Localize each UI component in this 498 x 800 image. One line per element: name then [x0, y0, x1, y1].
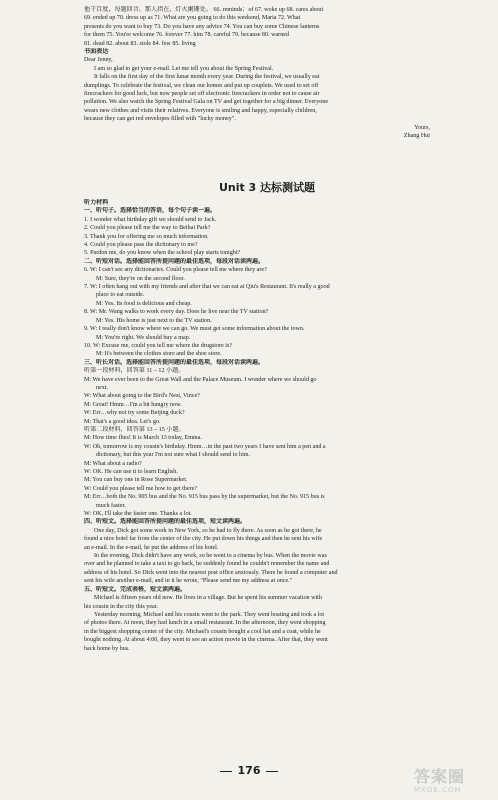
transcript-line: address of his hotel. So Dick went into the nearest post office anxiously. There he found a computer and: [84, 569, 338, 576]
transcript-line: W: Could you please tell me how to get there?: [84, 485, 197, 492]
page-number-dash-right: [266, 771, 278, 772]
transcript-line: sent his wife another e-mail, and in it he wrote, "Please send me my address at once.": [84, 578, 293, 585]
transcript-line: 10. W: Excuse me, could you tell me where the drugstore is?: [84, 342, 233, 349]
watermark-url: MXQE.COM: [414, 786, 462, 794]
letter-line: It falls on the first day of the first lunar month every year. During the festival, we usually eat: [94, 74, 320, 81]
transcript-line: W: Oh, tomorrow is my cousin's birthday. Hmm…in the past two years I have sent him a pen and a: [84, 443, 326, 450]
transcript-line: M: Yes. Its food is delicious and cheap.: [96, 300, 192, 307]
transcript-line: 7. W: I often hang out with my friends and after that we can eat at Qiu's Restaurant. It's really a good: [84, 284, 330, 291]
transcript-line: place to eat outside.: [96, 292, 145, 299]
transcript-line: M: What about a radio?: [84, 460, 142, 467]
answer-lines: [84, 6, 450, 48]
transcript-line: M: We have ever been to the Great Wall and the Palace Museum. I wonder where we should go: [84, 376, 317, 383]
transcript-line: 五、听短文。完成表格，短文读两遍。: [84, 585, 187, 593]
letter-line: pollution. We also watch the Spring Festival Gala on TV and get together for a big dinner. Everyone: [84, 99, 329, 106]
transcript-line: 1. I wonder what birthday gift we should send to Jack.: [84, 216, 217, 223]
transcript-line: found a nice hotel far from the center of the city. He put down his things and then he sent his wife: [84, 536, 323, 543]
transcript-line: much faster.: [96, 502, 126, 509]
transcript-line: 9. W: I really don't know where we can go. We must get some information about the town.: [84, 326, 305, 333]
transcript-line: his cousin in the city this year.: [84, 603, 158, 610]
transcript-line: 二、听短对话。选择能回答所提问题的最佳选项，每段对话读两遍。: [84, 257, 265, 265]
transcript-line: One day, Dick got some work in New York, so he had to fly there. As soon as he got there, he: [94, 527, 322, 534]
answer-and-letter-section: [84, 6, 450, 141]
watermark-text: 答案圈: [414, 767, 466, 786]
transcript-line: M: You can buy one in Rose Supermarket.: [84, 477, 188, 484]
transcript-line: bought nothing. At about 4:00, they went to see an action movie in the cinema. After that, they went: [84, 637, 328, 644]
transcript-line: M: It's between the clothes store and the shoe store.: [96, 351, 222, 358]
writing-heading: 书面表达: [84, 49, 109, 56]
letter-body: [84, 65, 450, 124]
transcript-line: 2. Could you please tell me the way to Beihai Park?: [84, 225, 211, 232]
letter-signature: Zhang Hui: [403, 133, 430, 140]
answer-line: for them 75. You're welcome 76. forever 77. him 78. careful 79. because 80. warned: [84, 32, 290, 39]
transcript-line: Yesterday morning, Michael and his cousin went to the park. They went boating and took a lot: [94, 611, 325, 618]
transcript-line: an e-mail. In the e-mail, he put the address of his hotel.: [84, 544, 219, 551]
answer-line: 69. ended up 70. dress up as 71. What are you going to do this weekend, Maria 72. What: [84, 15, 301, 22]
transcript-line: 6. W: I can't see any dictionaries. Could you please tell me where they are?: [84, 267, 267, 274]
transcript-line: back home by bus.: [84, 645, 130, 652]
transcript-line: 3. Thank you for offering me so much information.: [84, 233, 209, 240]
transcript-line: In the evening, Dick didn't have any work, so he went to a cinema by bus. When the movie was: [94, 553, 327, 560]
transcript-line: 5. Pardon me, do you know when the school play starts tonight?: [84, 250, 241, 257]
transcript-line: 听第二段材料，回答第 13 – 15 小题。: [84, 426, 185, 433]
transcript-line: over and he planned to take a taxi to go back, he suddenly found he couldn't remember the name and: [84, 561, 330, 568]
transcript-line: W: OK, I'll take the faster one. Thanks a lot.: [84, 511, 192, 518]
transcript-line: dictionary, but this year I'm not sure what I should send to him.: [96, 452, 251, 459]
letter-line: dumplings. To celebrate the festival, we clean our homes and put up couplets. We used to set off: [84, 82, 319, 89]
transcript-line: M: That's a good idea. Let's go.: [84, 418, 161, 425]
transcript-line: 8. W: Mr. Wang walks to work every day. Does he live near the TV station?: [84, 309, 269, 316]
transcript-line: W: OK. He can use it to learn English.: [84, 469, 178, 475]
transcript-line: M: Great! Hmm…I'm a bit hungry now.: [84, 401, 182, 408]
answer-line: 81. dead 82. about 83. stole 84. few 85. living: [84, 40, 196, 47]
transcript-line: W: Err…why not try some Beijing duck?: [84, 410, 185, 417]
transcript-line: Michael is fifteen years old now. He lives in a village. But he spent his summer vacation with: [94, 595, 322, 602]
transcript-line: 三、听长对话。选择能回答所提问题的最佳选项，每段对话读两遍。: [84, 358, 265, 366]
answer-line: presents do you want to buy 73. Do you have any advice 74. You can buy some Chinese lanterns: [84, 23, 320, 30]
transcript-line: in the biggest shopping center of the city. Michael's cousin bought a cool hat and a coat, while he: [84, 628, 321, 635]
transcript-line: M: Yes. His home is just next to the TV station.: [96, 317, 212, 324]
letter-line: because they can get red envelopes filled with "lucky money".: [84, 116, 236, 123]
transcript-line: M: Sure, they're on the second floor.: [96, 275, 185, 282]
transcript-line: M: How time flies! It is March 13 today, Emma.: [84, 435, 202, 442]
transcript-line: 4. Could you please pass the dictionary to me?: [84, 242, 198, 249]
transcript-line: M: Err…both the No. 905 bus and the No. 915 bus pass by the supermarket, but the No. 915 bus is: [84, 494, 325, 501]
listening-material-section: [84, 199, 450, 653]
letter-line: I am so glad to get your e-mail. Let me tell you about the Spring Festival.: [94, 65, 274, 72]
letter-greeting: Dear Jenny,: [84, 57, 113, 64]
page-number-text: 176: [237, 764, 261, 777]
letter-closing: Yours,: [414, 124, 430, 131]
unit-title: Unit 3 达标测试题: [218, 181, 316, 194]
transcript-line: W: What about going to the Bird's Nest, Vince?: [84, 393, 200, 400]
listening-heading: 听力材料: [84, 200, 109, 206]
listening-lines: [84, 207, 450, 653]
transcript-line: of photos there. At noon, they had lunch in a small restaurant. In the afternoon, they went shopping: [84, 620, 326, 627]
letter-line: wears new clothes and visits their relatives. Everyone is smiling and happy, especially children,: [84, 107, 317, 114]
page-number-dash-left: [220, 771, 232, 772]
transcript-line: M: You're right. We should buy a map.: [96, 334, 191, 341]
watermark-logo: [414, 768, 492, 794]
transcript-line: 听第一段材料，回答第 11 – 12 小题。: [84, 368, 185, 375]
answer-line: 他干百度，每题回音，那人指在，灯火阑珊处。 66. reminds；of 67. woke up 68. cares about: [84, 7, 324, 13]
transcript-line: 四、听短文。选择能回答所提问题的最佳选项，短文读两遍。: [84, 518, 247, 526]
transcript-line: 一、听句子。选择恰当的答语，每个句子读一遍。: [84, 207, 217, 215]
letter-line: firecrackers for good luck, but now people set off electronic firecrackers in order not to cause air: [84, 91, 320, 98]
transcript-line: next.: [96, 384, 109, 391]
